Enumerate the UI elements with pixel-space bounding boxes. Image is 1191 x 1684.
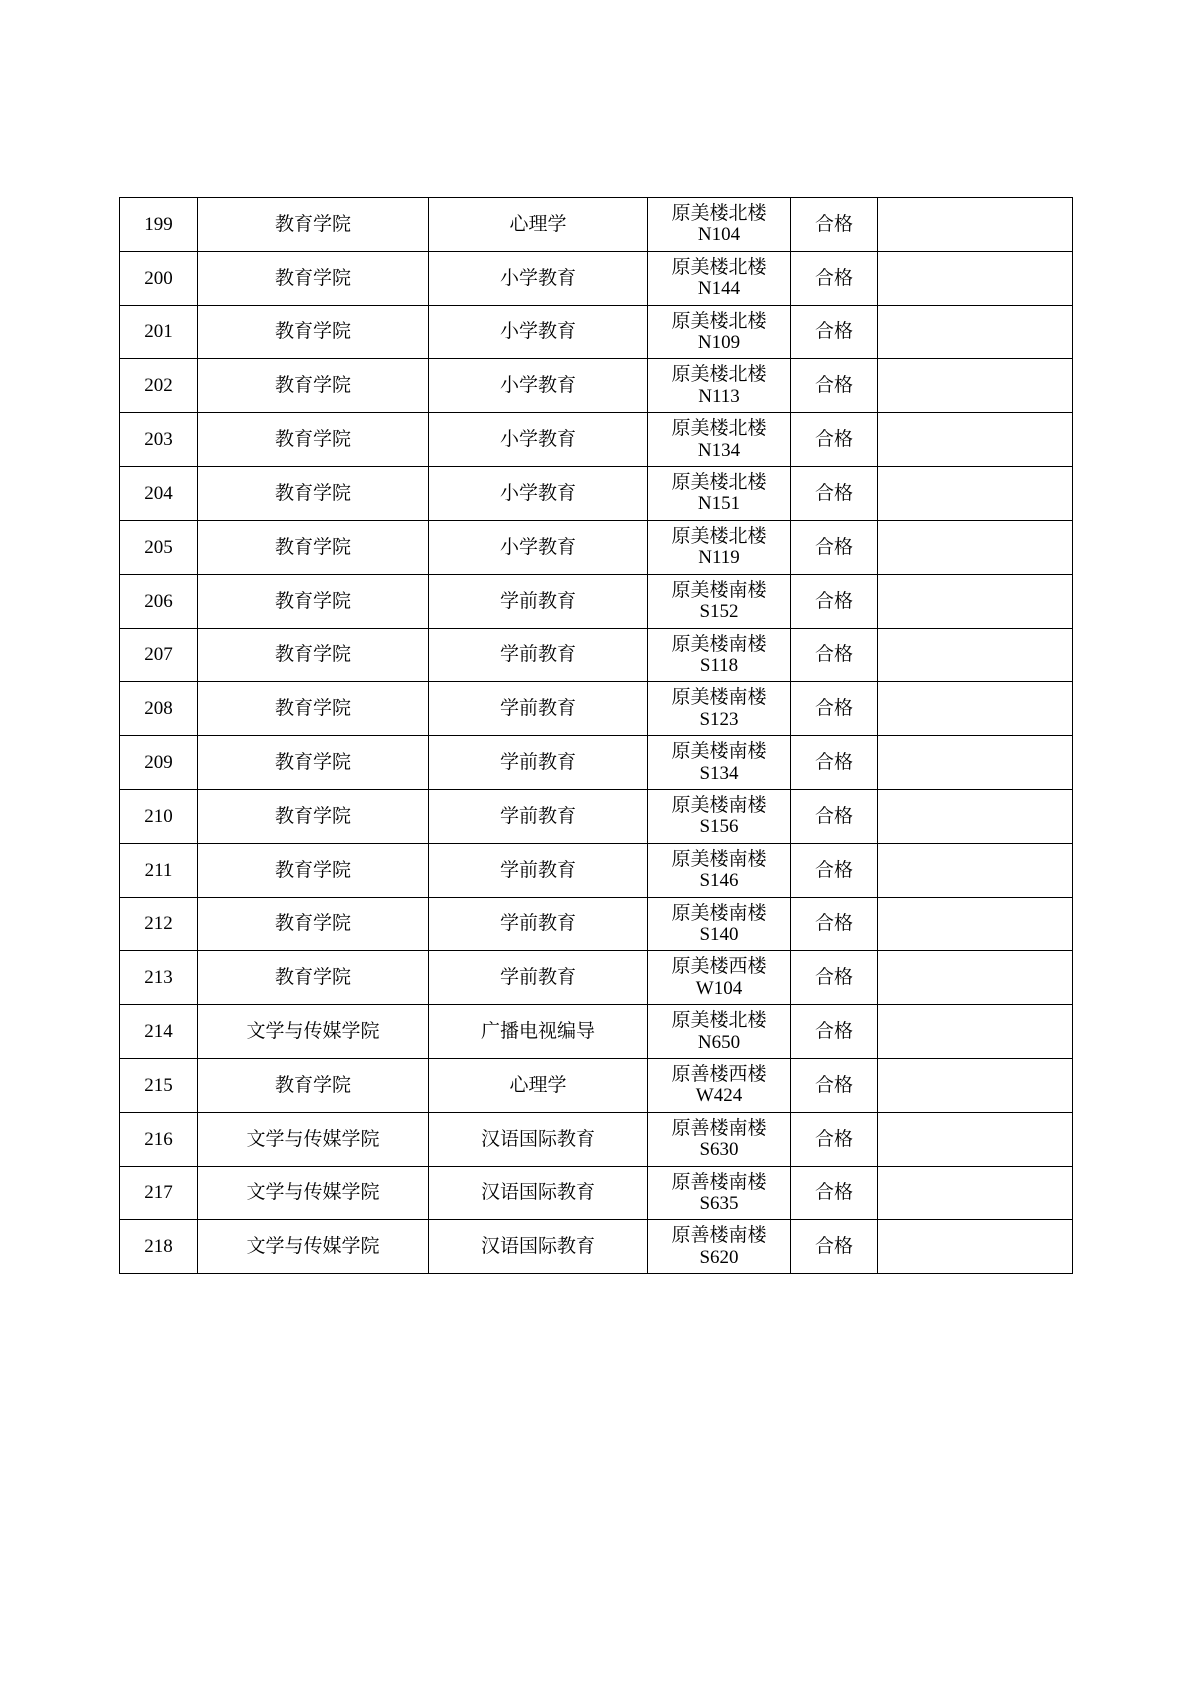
- room-number: N151: [697, 493, 741, 515]
- cell-remark: [878, 897, 1073, 951]
- room-building: 原美楼北楼: [671, 363, 767, 386]
- cell-result: 合格: [791, 251, 878, 305]
- table-row: [120, 251, 1073, 305]
- cell-room: [648, 413, 791, 467]
- room-building: 原美楼南楼: [671, 632, 767, 655]
- cell-room: [648, 897, 791, 951]
- room-number: S123: [699, 708, 739, 730]
- cell-major: 小学教育: [429, 467, 648, 521]
- cell-college: 教育学院: [198, 682, 429, 736]
- cell-major: 汉语国际教育: [429, 1112, 648, 1166]
- room-number: S140: [699, 923, 739, 945]
- room-number: W424: [695, 1085, 743, 1107]
- cell-room: [648, 574, 791, 628]
- cell-remark: [878, 1166, 1073, 1220]
- room-building: 原善楼南楼: [671, 1224, 767, 1247]
- room-building: 原美楼南楼: [671, 793, 767, 816]
- cell-room: [648, 251, 791, 305]
- cell-room: [648, 467, 791, 521]
- cell-room: [648, 628, 791, 682]
- cell-result: 合格: [791, 198, 878, 252]
- table-row: [120, 198, 1073, 252]
- room-number: S146: [699, 870, 739, 892]
- cell-college: 教育学院: [198, 251, 429, 305]
- cell-college: 教育学院: [198, 413, 429, 467]
- table-row: [120, 1059, 1073, 1113]
- room-number: N104: [697, 224, 741, 246]
- cell-room: [648, 682, 791, 736]
- cell-result: 合格: [791, 789, 878, 843]
- cell-result: 合格: [791, 843, 878, 897]
- cell-index: 199: [120, 198, 198, 252]
- cell-result: 合格: [791, 1166, 878, 1220]
- room-building: 原善楼西楼: [671, 1063, 767, 1085]
- room-number: N650: [697, 1031, 741, 1053]
- cell-remark: [878, 1005, 1073, 1059]
- table-row: [120, 1220, 1073, 1274]
- cell-major: 小学教育: [429, 413, 648, 467]
- room-building: 原美楼北楼: [671, 202, 767, 224]
- cell-college: 文学与传媒学院: [198, 1112, 429, 1166]
- table-row: [120, 467, 1073, 521]
- cell-remark: [878, 198, 1073, 252]
- room-building: 原美楼北楼: [671, 309, 767, 332]
- cell-result: 合格: [791, 1112, 878, 1166]
- cell-room: [648, 1166, 791, 1220]
- cell-major: 学前教育: [429, 789, 648, 843]
- table-row: [120, 951, 1073, 1005]
- cell-result: 合格: [791, 520, 878, 574]
- cell-result: 合格: [791, 1220, 878, 1274]
- room-number: N134: [697, 439, 741, 461]
- room-number: S620: [699, 1246, 739, 1268]
- room-number: W104: [695, 977, 743, 999]
- cell-remark: [878, 789, 1073, 843]
- cell-major: 学前教育: [429, 628, 648, 682]
- cell-remark: [878, 305, 1073, 359]
- cell-index: 202: [120, 359, 198, 413]
- cell-remark: [878, 843, 1073, 897]
- cell-index: 216: [120, 1112, 198, 1166]
- cell-major: 小学教育: [429, 305, 648, 359]
- cell-room: [648, 359, 791, 413]
- cell-result: 合格: [791, 682, 878, 736]
- room-building: 原美楼南楼: [671, 901, 767, 924]
- table-row: [120, 897, 1073, 951]
- cell-result: 合格: [791, 736, 878, 790]
- cell-remark: [878, 251, 1073, 305]
- room-number: N113: [698, 385, 740, 407]
- cell-index: 211: [120, 843, 198, 897]
- table-row: [120, 413, 1073, 467]
- table-row: [120, 1166, 1073, 1220]
- cell-major: 小学教育: [429, 359, 648, 413]
- cell-room: [648, 305, 791, 359]
- room-number: S630: [699, 1139, 739, 1161]
- room-building: 原善楼南楼: [671, 1116, 767, 1139]
- room-building: 原美楼南楼: [671, 686, 767, 709]
- room-building: 原美楼西楼: [671, 955, 767, 978]
- room-building: 原美楼北楼: [671, 471, 767, 494]
- cell-index: 205: [120, 520, 198, 574]
- cell-remark: [878, 520, 1073, 574]
- cell-index: 201: [120, 305, 198, 359]
- cell-result: 合格: [791, 305, 878, 359]
- cell-college: 教育学院: [198, 305, 429, 359]
- cell-major: 学前教育: [429, 843, 648, 897]
- table-row: [120, 736, 1073, 790]
- cell-college: 教育学院: [198, 951, 429, 1005]
- cell-room: [648, 789, 791, 843]
- table-row: [120, 305, 1073, 359]
- cell-result: 合格: [791, 628, 878, 682]
- cell-result: 合格: [791, 467, 878, 521]
- cell-college: 教育学院: [198, 520, 429, 574]
- cell-major: 心理学: [429, 1059, 648, 1113]
- table-row: [120, 520, 1073, 574]
- cell-index: 209: [120, 736, 198, 790]
- cell-college: 教育学院: [198, 736, 429, 790]
- cell-college: 文学与传媒学院: [198, 1005, 429, 1059]
- cell-result: 合格: [791, 897, 878, 951]
- room-building: 原美楼北楼: [671, 255, 767, 278]
- cell-room: [648, 1220, 791, 1274]
- cell-room: [648, 520, 791, 574]
- room-number: N109: [697, 332, 741, 354]
- cell-remark: [878, 951, 1073, 1005]
- cell-room: [648, 843, 791, 897]
- cell-remark: [878, 1059, 1073, 1113]
- cell-remark: [878, 1112, 1073, 1166]
- cell-college: 教育学院: [198, 198, 429, 252]
- cell-index: 218: [120, 1220, 198, 1274]
- table-row: [120, 843, 1073, 897]
- exam-results-table: [119, 197, 1073, 1274]
- cell-remark: [878, 467, 1073, 521]
- cell-college: 教育学院: [198, 897, 429, 951]
- table-row: [120, 574, 1073, 628]
- cell-college: 教育学院: [198, 628, 429, 682]
- cell-major: 学前教育: [429, 682, 648, 736]
- cell-index: 207: [120, 628, 198, 682]
- cell-room: [648, 1112, 791, 1166]
- cell-result: 合格: [791, 1005, 878, 1059]
- room-number: S134: [699, 762, 739, 784]
- room-number: N119: [698, 547, 740, 569]
- room-number: S118: [699, 654, 739, 676]
- cell-index: 204: [120, 467, 198, 521]
- cell-remark: [878, 736, 1073, 790]
- cell-remark: [878, 574, 1073, 628]
- cell-index: 203: [120, 413, 198, 467]
- cell-room: [648, 1005, 791, 1059]
- cell-major: 学前教育: [429, 951, 648, 1005]
- cell-college: 教育学院: [198, 789, 429, 843]
- cell-college: 教育学院: [198, 843, 429, 897]
- room-building: 原美楼南楼: [671, 740, 767, 763]
- cell-major: 学前教育: [429, 736, 648, 790]
- cell-college: 教育学院: [198, 359, 429, 413]
- cell-room: [648, 1059, 791, 1113]
- table-row: [120, 359, 1073, 413]
- room-building: 原美楼南楼: [671, 578, 767, 601]
- exam-results-table-wrap: [119, 197, 1072, 1274]
- cell-remark: [878, 413, 1073, 467]
- cell-major: 汉语国际教育: [429, 1220, 648, 1274]
- cell-index: 217: [120, 1166, 198, 1220]
- cell-major: 广播电视编导: [429, 1005, 648, 1059]
- table-row: [120, 789, 1073, 843]
- room-building: 原美楼南楼: [671, 847, 767, 870]
- cell-result: 合格: [791, 1059, 878, 1113]
- cell-index: 208: [120, 682, 198, 736]
- room-number: N144: [697, 278, 741, 300]
- table-row: [120, 1112, 1073, 1166]
- cell-room: [648, 736, 791, 790]
- cell-index: 213: [120, 951, 198, 1005]
- table-row: [120, 628, 1073, 682]
- cell-index: 206: [120, 574, 198, 628]
- cell-college: 教育学院: [198, 467, 429, 521]
- cell-index: 215: [120, 1059, 198, 1113]
- cell-result: 合格: [791, 951, 878, 1005]
- room-number: S635: [699, 1193, 739, 1215]
- table-row: [120, 1005, 1073, 1059]
- cell-college: 教育学院: [198, 1059, 429, 1113]
- cell-remark: [878, 359, 1073, 413]
- cell-college: 教育学院: [198, 574, 429, 628]
- room-building: 原美楼北楼: [671, 1009, 767, 1032]
- cell-major: 小学教育: [429, 251, 648, 305]
- room-building: 原美楼北楼: [671, 524, 767, 547]
- cell-result: 合格: [791, 359, 878, 413]
- cell-index: 210: [120, 789, 198, 843]
- cell-index: 214: [120, 1005, 198, 1059]
- table-row: [120, 682, 1073, 736]
- cell-result: 合格: [791, 413, 878, 467]
- cell-college: 文学与传媒学院: [198, 1220, 429, 1274]
- room-number: S156: [699, 816, 739, 838]
- cell-major: 学前教育: [429, 897, 648, 951]
- cell-major: 学前教育: [429, 574, 648, 628]
- cell-major: 汉语国际教育: [429, 1166, 648, 1220]
- cell-index: 200: [120, 251, 198, 305]
- table-body: [120, 198, 1073, 1274]
- cell-remark: [878, 628, 1073, 682]
- room-building: 原善楼南楼: [671, 1170, 767, 1193]
- cell-result: 合格: [791, 574, 878, 628]
- room-building: 原美楼北楼: [671, 417, 767, 440]
- cell-college: 文学与传媒学院: [198, 1166, 429, 1220]
- cell-major: 小学教育: [429, 520, 648, 574]
- cell-remark: [878, 1220, 1073, 1274]
- room-number: S152: [699, 601, 739, 623]
- cell-index: 212: [120, 897, 198, 951]
- cell-major: 心理学: [429, 198, 648, 252]
- cell-remark: [878, 682, 1073, 736]
- cell-room: [648, 198, 791, 252]
- cell-room: [648, 951, 791, 1005]
